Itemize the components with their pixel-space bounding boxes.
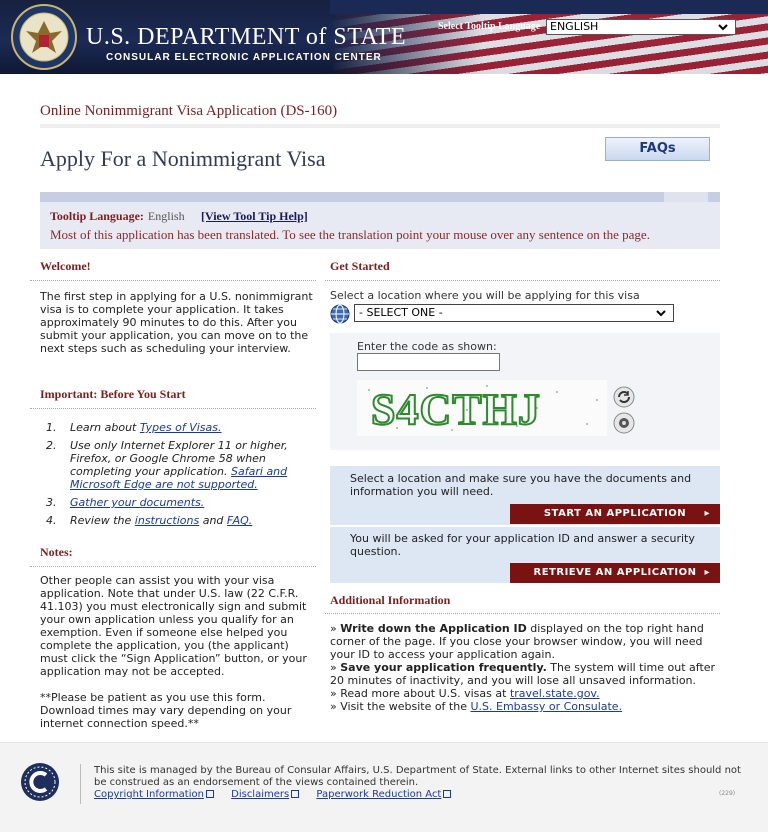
refresh-captcha-icon[interactable]	[613, 386, 635, 408]
welcome-heading: Welcome!	[40, 259, 91, 273]
notes-text: Other people can assist you with your visa application. Note that under U.S. law (22 C.F.R. 41.103) you must electronically sign and submit your own application unless you qualify for an exemption. Even if someone else helped you complete the application, you (the applicant) must click the “Sign Application” button, or your application may not be accepted.	[40, 574, 307, 678]
disclaimers-link[interactable]: Disclaimers	[231, 789, 299, 800]
external-link-icon	[443, 790, 451, 798]
paperwork-reduction-act-link[interactable]: Paperwork Reduction Act	[316, 789, 451, 800]
start-application-box	[330, 466, 720, 525]
unsupported-browsers-link[interactable]: Safari and Microsoft Edge are not supported.	[70, 465, 288, 491]
department-title: U.S. DEPARTMENT of STATE	[86, 24, 407, 50]
consular-affairs-logo-icon	[20, 762, 60, 802]
external-link-icon	[206, 790, 214, 798]
list-item: » Write down the Application ID displayed on the top right hand corner of the page. If you close your browser window, you will need your ID to access your application again.	[330, 622, 704, 661]
important-heading: Important: Before You Start	[40, 387, 186, 401]
tooltip-band-tab	[664, 192, 708, 202]
title-divider	[40, 124, 720, 128]
list-item: 2. Use only Internet Explorer 11 or higher, Firefox, or Google Chrome 58 when completing your application. Safari and Microsoft Edge are not supported.	[46, 439, 288, 491]
footer-disclaimer: This site is managed by the Bureau of Consular Affairs, U.S. Department of State. External links to other Internet sites should not be construed as an endorsement of the views contained therein.	[94, 765, 741, 788]
external-link-icon	[291, 790, 299, 798]
footer-links	[94, 789, 465, 800]
department-seal-icon	[10, 3, 78, 71]
tooltip-language-value: ENGLISH	[550, 20, 599, 33]
footer-divider	[80, 764, 81, 804]
retrieve-application-label: RETRIEVE AN APPLICATION	[533, 567, 697, 578]
tooltip-language-label: Select Tooltip Language	[438, 21, 541, 32]
embassy-consulate-link[interactable]: U.S. Embassy or Consulate.	[470, 700, 623, 713]
tooltip-language-current: English	[147, 209, 185, 223]
faqs-button[interactable]: FAQs	[605, 137, 710, 161]
retrieve-application-button[interactable]	[510, 563, 720, 583]
list-item: » Save your application frequently. The system will time out after 20 minutes of inactivity, and you will lose all unsaved information.	[330, 661, 716, 687]
notes-divider	[30, 566, 316, 567]
tooltip-language-caption: Tooltip Language:	[50, 209, 144, 223]
additional-info-divider	[325, 613, 720, 614]
application-title: Online Nonimmigrant Visa Application (DS-160)	[40, 103, 338, 119]
captcha-code-label: Enter the code as shown:	[357, 340, 497, 353]
location-select-value: - SELECT ONE -	[359, 306, 443, 319]
list-item: 4. Review the instructions and FAQ.	[46, 514, 253, 527]
gather-documents-link[interactable]: Gather your documents.	[70, 496, 205, 509]
retrieve-application-box	[330, 527, 720, 583]
list-item: 1. Learn about Types of Visas.	[46, 421, 222, 434]
list-item: » Visit the website of the U.S. Embassy or Consulate.	[330, 700, 623, 713]
captcha-image	[357, 380, 607, 436]
start-box-text: Select a location and make sure you have the documents and information you will need.	[350, 472, 692, 498]
tooltip-language-band	[40, 192, 720, 249]
page-title: Apply For a Nonimmigrant Visa	[40, 146, 326, 171]
additional-info-list	[330, 622, 722, 713]
get-started-divider	[325, 280, 720, 281]
location-select[interactable]	[354, 304, 674, 322]
list-item: 3. Gather your documents.	[46, 496, 205, 509]
view-tooltip-help-link[interactable]: [View Tool Tip Help]	[201, 209, 308, 223]
header-top-bar	[330, 0, 768, 14]
instructions-link[interactable]: instructions	[134, 514, 200, 527]
chevron-right-icon: ▸	[704, 508, 710, 519]
captcha-code-input[interactable]	[357, 353, 500, 371]
tooltip-language-select[interactable]	[546, 19, 736, 35]
page-code: (229)	[719, 790, 736, 797]
chevron-down-icon	[655, 305, 667, 321]
types-of-visas-link[interactable]: Types of Visas.	[139, 421, 222, 434]
start-application-button[interactable]	[510, 504, 720, 524]
translation-note: Most of this application has been translated. To see the translation point your mouse over any sentence on the page.	[50, 227, 650, 242]
tooltip-language-info	[50, 209, 185, 224]
important-divider	[30, 408, 316, 409]
travel-state-gov-link[interactable]: travel.state.gov.	[509, 687, 600, 700]
patience-text: **Please be patient as you use this form. Download times may vary depending on your internet connection speed.**	[40, 691, 292, 730]
chevron-right-icon: ▸	[704, 567, 710, 578]
globe-icon	[330, 304, 350, 324]
copyright-information-link[interactable]: Copyright Information	[94, 789, 214, 800]
welcome-text: The first step in applying for a U.S. nonimmigrant visa is to complete your application. It takes approximately 90 minutes to do this. After you submit your application, you can move on to the next steps such as scheduling your interview.	[40, 290, 313, 355]
site-header	[0, 0, 768, 74]
department-subtitle: CONSULAR ELECTRONIC APPLICATION CENTER	[106, 52, 382, 63]
faq-link[interactable]: FAQ.	[226, 514, 253, 527]
list-item: » Read more about U.S. visas at travel.state.gov.	[330, 687, 600, 700]
welcome-divider	[30, 280, 316, 281]
get-started-heading: Get Started	[330, 259, 390, 273]
location-label: Select a location where you will be applying for this visa	[330, 289, 640, 302]
chevron-down-icon	[717, 21, 729, 33]
audio-captcha-icon[interactable]	[613, 412, 635, 434]
start-application-label: START AN APPLICATION	[543, 508, 687, 519]
additional-info-heading: Additional Information	[330, 593, 451, 607]
captcha-text: S4CTHJ	[371, 385, 541, 434]
retrieve-box-text: You will be asked for your application ID and answer a security question.	[350, 532, 695, 558]
notes-heading: Notes:	[40, 545, 73, 559]
